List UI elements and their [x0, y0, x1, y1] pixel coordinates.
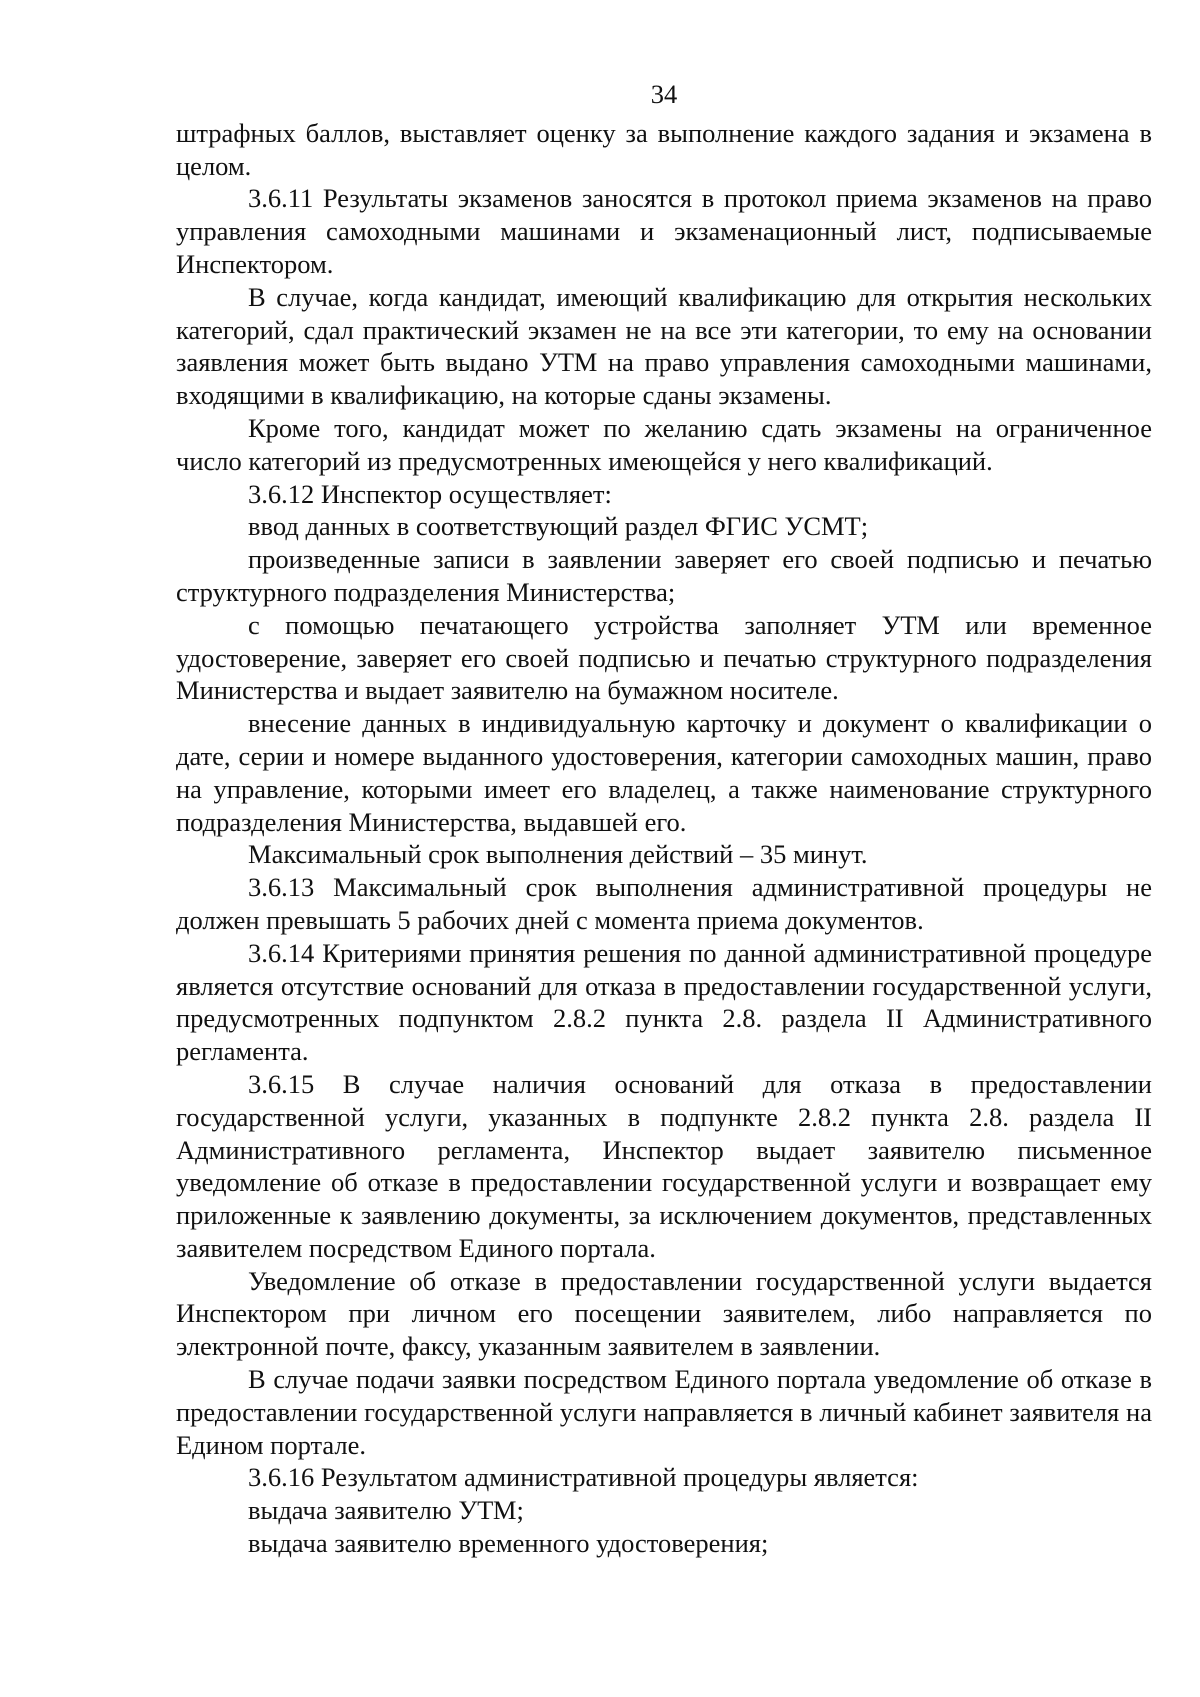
paragraph: В случае подачи заявки посредством Единого портала уведомление об отказе в предоставлении государственной услуги направляется в личный кабинет заявителя на Едином портале. — [176, 1364, 1152, 1460]
paragraph: внесение данных в индивидуальную карточку и документ о квалификации о дате, серии и номере выданного удостоверения, категории самоходных машин, право на управление, которыми имеет его владелец, а также наименование структурного подразделения Министерства, выдавшей его. — [176, 708, 1152, 837]
document-body — [176, 117, 1152, 1560]
paragraph: с помощью печатающего устройства заполняет УТМ или временное удостоверение, заверяет его своей подписью и печатью структурного подразделения Министерства и выдает заявителю на бумажном носителе. — [176, 609, 1152, 706]
paragraph: выдача заявителю УТМ; — [248, 1495, 524, 1526]
paragraph: Максимальный срок выполнения действий – 35 минут. — [248, 839, 868, 870]
document-page — [176, 78, 1152, 1560]
paragraph: произведенные записи в заявлении заверяет его своей подписью и печатью структурного подразделения Министерства; — [176, 544, 1152, 607]
paragraph: ввод данных в соответствующий раздел ФГИС УСМТ; — [248, 511, 869, 542]
paragraph: Уведомление об отказе в предоставлении государственной услуги выдается Инспектором при личном его посещении заявителем, либо направляется по электронной почте, факсу, указанным заявителем в заявлении. — [176, 1265, 1152, 1362]
paragraph: 3.6.16 Результатом административной процедуры является: — [248, 1462, 919, 1493]
paragraph: 3.6.14 Критериями принятия решения по данной административной процедуре является отсутствие оснований для отказа в предоставлении государственной услуги, предусмотренных подпунктом 2.8.2 пункта 2.8. раздела II Административного регламента. — [176, 937, 1152, 1067]
paragraph: 3.6.13 Максимальный срок выполнения административной процедуры не должен превышать 5 рабочих дней с момента приема документов. — [176, 872, 1152, 935]
paragraph: 3.6.15 В случае наличия оснований для отказа в предоставлении государственной услуги, указанных в подпункте 2.8.2 пункта 2.8. раздела II Административного регламента, Инспектор выдает заявителю письменное уведомление об отказе в предоставлении государственной услуги и возвращает ему приложенные к заявлению документы, за исключением документов, представленных заявителем посредством Единого портала. — [176, 1068, 1152, 1263]
paragraph: штрафных баллов, выставляет оценку за выполнение каждого задания и экзамена в целом. — [176, 117, 1152, 181]
paragraph: В случае, когда кандидат, имеющий квалификацию для открытия нескольких категорий, сдал практический экзамен не на все эти категории, то ему на основании заявления может быть выдано УТМ на право управления самоходными машинами, входящими в квалификацию, на которые сданы экзамены. — [176, 281, 1152, 411]
paragraph: Кроме того, кандидат может по желанию сдать экзамены на ограниченное число категорий из предусмотренных имеющейся у него квалификаций. — [176, 412, 1152, 476]
page-number: 34 — [650, 79, 678, 109]
paragraph: выдача заявителю временного удостоверения; — [248, 1528, 769, 1559]
paragraph: 3.6.12 Инспектор осуществляет: — [248, 478, 612, 509]
paragraph: 3.6.11 Результаты экзаменов заносятся в протокол приема экзаменов на право управления самоходными машинами и экзаменационный лист, подписываемые Инспектором. — [176, 183, 1152, 279]
